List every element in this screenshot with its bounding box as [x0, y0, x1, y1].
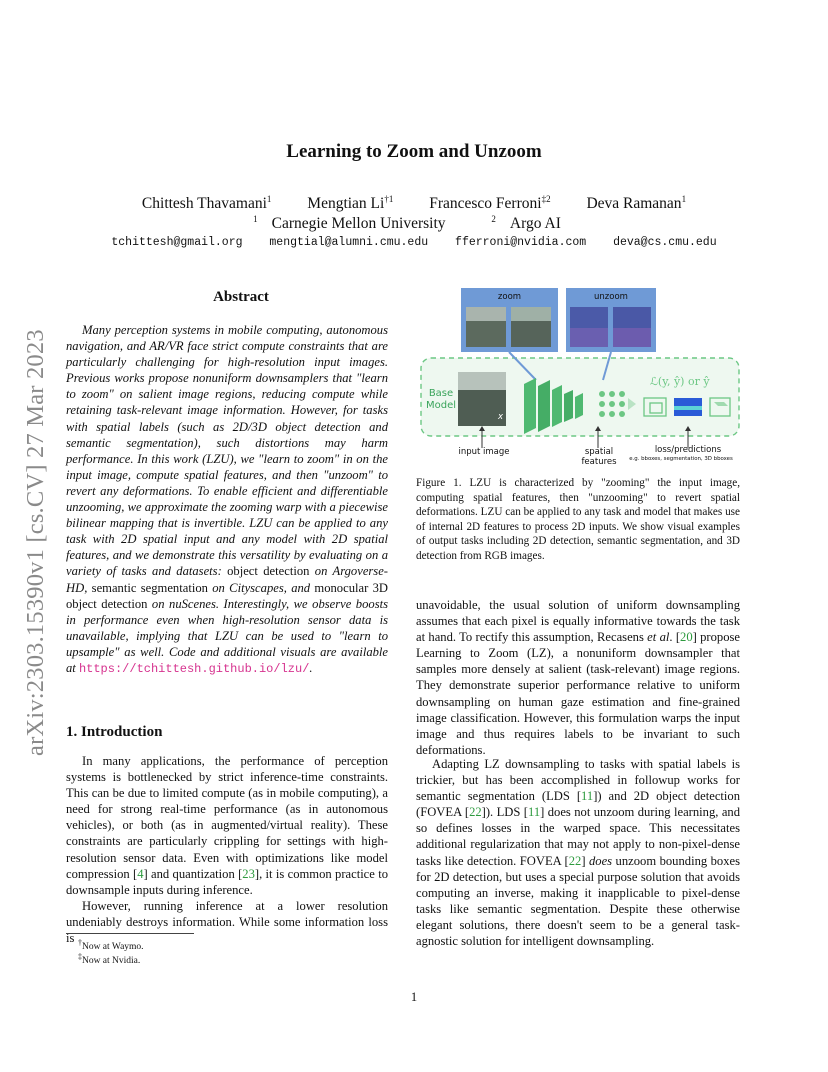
arxiv-stamp: arXiv:2303.15390v1 [cs.CV] 27 Mar 2023 [22, 329, 49, 756]
citation-link[interactable]: 11 [528, 805, 541, 820]
unzoom-label: unzoom [594, 292, 628, 302]
citation-link[interactable]: 11 [581, 789, 594, 804]
author: Mengtian Li$^{\dagger 1}$ [307, 194, 394, 213]
email: deva@cs.cmu.edu [613, 236, 717, 249]
x-symbol: x [498, 412, 504, 422]
footnote: †Now at Waymo. [78, 938, 144, 953]
spatial-features-icon [599, 391, 625, 417]
project-link[interactable]: https://tchittesh.github.io/lzu/ [78, 661, 310, 676]
author-list [0, 194, 828, 213]
footnote-rule [66, 933, 194, 934]
body-paragraph: Adapting LZ downsampling to tasks with spatial labels is trickier, but has been accomplished in followup works for semantic segmentation (LDS [11]) and 2D object detection (FOVEA [22]). LDS [11] does not unzoom during learning, and so defines losses in the warped space. This necessitates additional regularization that may not apply to non-pixel-dense tasks like detection. FOVEA [22] does unzoom bounding boxes for 2D detection, but uses a special purpose solution that avoids computing an inverse, making it inapplicable to pixel-dense tasks like semantic segmentation. Despite these otherwise elegant solutions, there doesn't seem to be a general task-agnostic solution for intelligent downsampling. [416, 757, 741, 949]
citation-link[interactable]: 22 [469, 805, 482, 820]
figure-1 [418, 288, 744, 467]
zoom-label: zoom [497, 292, 522, 302]
spatial-features-label: spatial features [581, 447, 617, 467]
abstract-heading: Abstract [213, 289, 269, 305]
citation-link[interactable]: 20 [680, 630, 693, 645]
paper-title: Learning to Zoom and Unzoom [286, 141, 542, 162]
encoder-block [524, 378, 536, 434]
author: Deva Ramanan$^1$ [586, 194, 687, 213]
affiliations [0, 214, 828, 233]
loss-formula: ℒ(y, ŷ) or ŷ [650, 375, 710, 388]
intro-paragraph: However, running inference at a lower resolution undeniably destroys information. While some information loss is [66, 899, 388, 946]
body-paragraph: unavoidable, the usual solution of uniform downsampling assumes that each pixel is equally informative towards the task at hand. To rectify this assumption, Recasens et al. [20] propose Learning to Zoom (LZ), a nonuniform downsampler that samples more densely at salient (task-relevant) image regions. They demonstrate superior performance relative to uniform downsampling on human gaze estimation and fine-grained image classification. However, this formulation warps the input image and thus requires labels to be invariant to such deformations. [416, 598, 740, 757]
citation-link[interactable]: 23 [242, 866, 255, 881]
email: fferroni@nvidia.com [455, 236, 587, 249]
example-outputs-label: e.g. bboxes, segmentation, 3D bboxes [629, 456, 733, 462]
email: mengtial@alumni.cmu.edu [269, 236, 429, 249]
email: tchittesh@gmail.org [111, 236, 243, 249]
intro-paragraph: In many applications, the performance of perception systems is bottlenecked by strict inference-time constraints. This can be due to limited compute (as in mobile computing), a need for strong real-time performance (as in autonomous vehicles), or both (as in augmented/virtual reality). These constraints are particularly crippling for settings with high-resolution sensor data. Even with optimizations like model compression [4] and quantization [23], it is common practice to downsample inputs during inference. [66, 754, 388, 897]
section-heading: 1. Introduction [66, 724, 163, 740]
email-list [0, 236, 828, 249]
figure-caption: Figure 1. LZU is characterized by "zooming" the input image, computing spatial features, then "unzooming" to revert spatial deformations. LZU can be applied to any task and model that makes use of internal 2D features to process 2D inputs. We show visual examples of output tasks including 2D detection, semantic segmentation, and 3D detection from RGB images. [416, 477, 740, 562]
citation-link[interactable]: 4 [137, 866, 144, 881]
page-number: 1 [410, 990, 418, 1004]
loss-predictions-label: loss/predictions [654, 445, 722, 455]
footnote: ‡Now at Nvidia. [78, 952, 141, 967]
base-model-label: Base Model [425, 388, 457, 411]
abstract-text: Many perception systems in mobile computing, autonomous navigation, and AR/VR face strict compute constraints that are particularly challenging for high-resolution input images. Previous works propose nonuniform downsamplers that "learn to zoom" on salient image regions, reducing compute while retaining task-relevant image information. However, for tasks with spatial labels (such as 2D/3D object detection and semantic segmentation), such distortions may harm performance. In this work (LZU), we "learn to zoom" in on the input image, compute spatial features, and then "unzoom" to revert any deformations. To enable efficient and differentiable unzooming, we approximate the zooming warp with a piecewise bilinear mapping that is invertible. LZU can be applied to any task with 2D spatial input and any model with 2D spatial features, and we demonstrate this versatility by evaluating on a variety of tasks and datasets: object detection on Argoverse-HD, semantic segmentation on Cityscapes, and monocular 3D object detection on nuScenes. Interestingly, we observe boosts in performance even when high-resolution sensor data is unavailable, implying that LZU can be used to "learn to upsample" as well. Code and additional visuals are available at https://tchittesh.github.io/lzu/. [66, 323, 389, 676]
author: Francesco Ferroni$^{\ddagger 2}$ [429, 194, 551, 213]
affiliation: $^2$ Argo AI [491, 214, 561, 233]
affiliation: $^1$ Carnegie Mellon University [253, 214, 446, 233]
citation-link[interactable]: 22 [568, 853, 582, 868]
input-image-label: input image [458, 447, 510, 457]
author: Chittesh Thavamani$^1$ [141, 194, 272, 213]
